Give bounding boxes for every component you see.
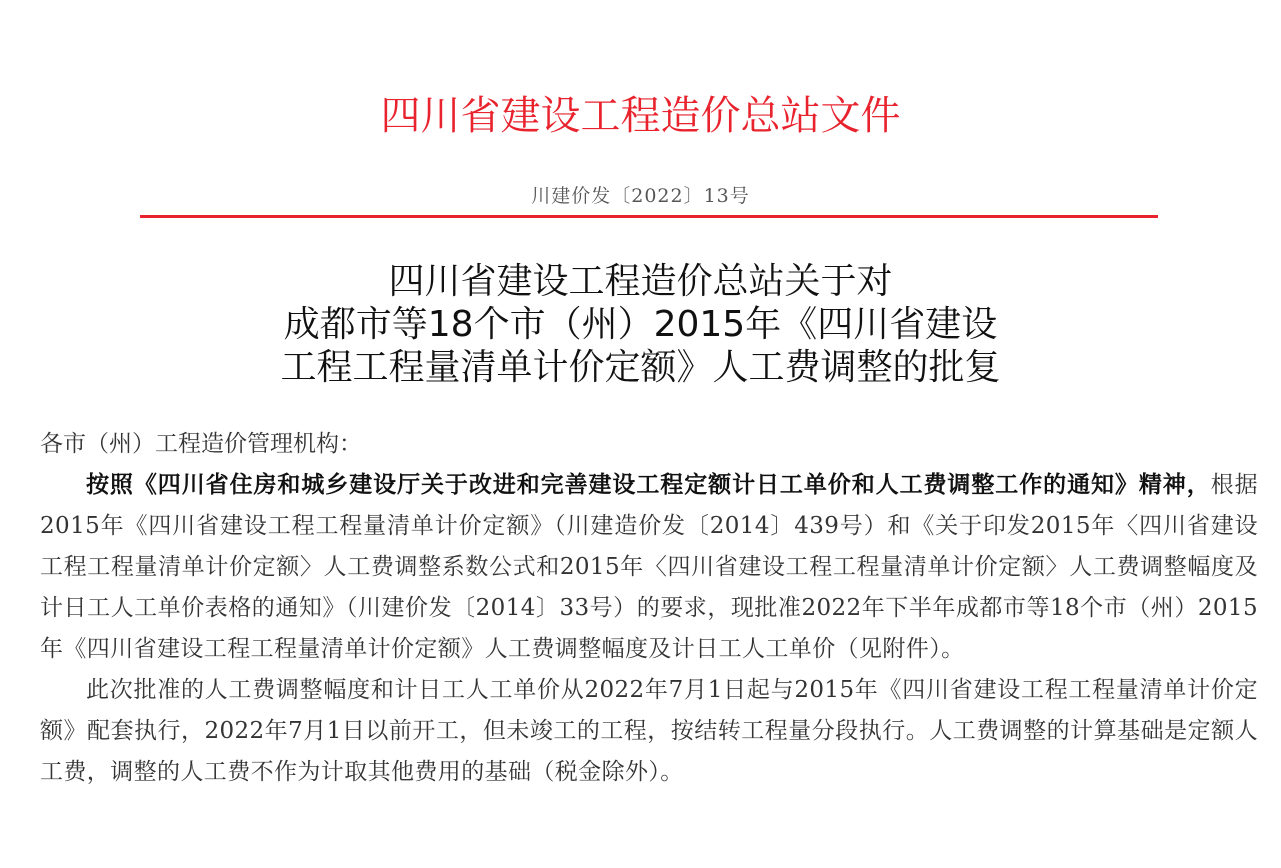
main-title-line-3: 工程工程量清单计价定额》人工费调整的批复 (280, 347, 1001, 388)
main-title-line-2: 成都市等18个市（州）2015年《四川省建设 (283, 304, 998, 345)
document-body (40, 424, 1258, 793)
paragraph-1-emphasis: 按照《四川省住房和城乡建设厅关于改进和完善建设工程定额计日工单价和人工费调整工作的通知》精神， (86, 472, 1211, 498)
document-header-title: 四川省建设工程造价总站文件 (380, 93, 901, 139)
salutation: 各市（州）工程造价管理机构： (40, 431, 362, 457)
paragraph-1 (40, 465, 1258, 670)
paragraph-1-text: 根据2015年《四川省建设工程工程量清单计价定额》（川建造价发〔2014〕439号）和《关于印发2015年〈四川省建设工程工程量清单计价定额〉人工费调整系数公式和2015年〈四川省建设工程工程量清单计价定额〉人工费调整幅度及计日工人工单价表格的通知》（川建价发〔2014〕33号）的要求，现批准2022年下半年成都市等18个市（州）2015年《四川省建设工程工程量清单计价定额》人工费调整幅度及计日工人工单价（见附件）。 (40, 472, 1258, 662)
document-number: 川建价发〔2022〕13号 (531, 185, 750, 207)
main-title-line-1: 四川省建设工程造价总站关于对 (388, 261, 893, 302)
main-title (0, 260, 1281, 389)
red-divider-line (140, 215, 1158, 218)
paragraph-2: 此次批准的人工费调整幅度和计日工人工单价从2022年7月1日起与2015年《四川省建设工程工程量清单计价定额》配套执行，2022年7月1日以前开工，但未竣工的工程，按结转工程量分段执行。人工费调整的计算基础是定额人工费，调整的人工费不作为计取其他费用的基础（税金除外）。 (40, 677, 1258, 785)
